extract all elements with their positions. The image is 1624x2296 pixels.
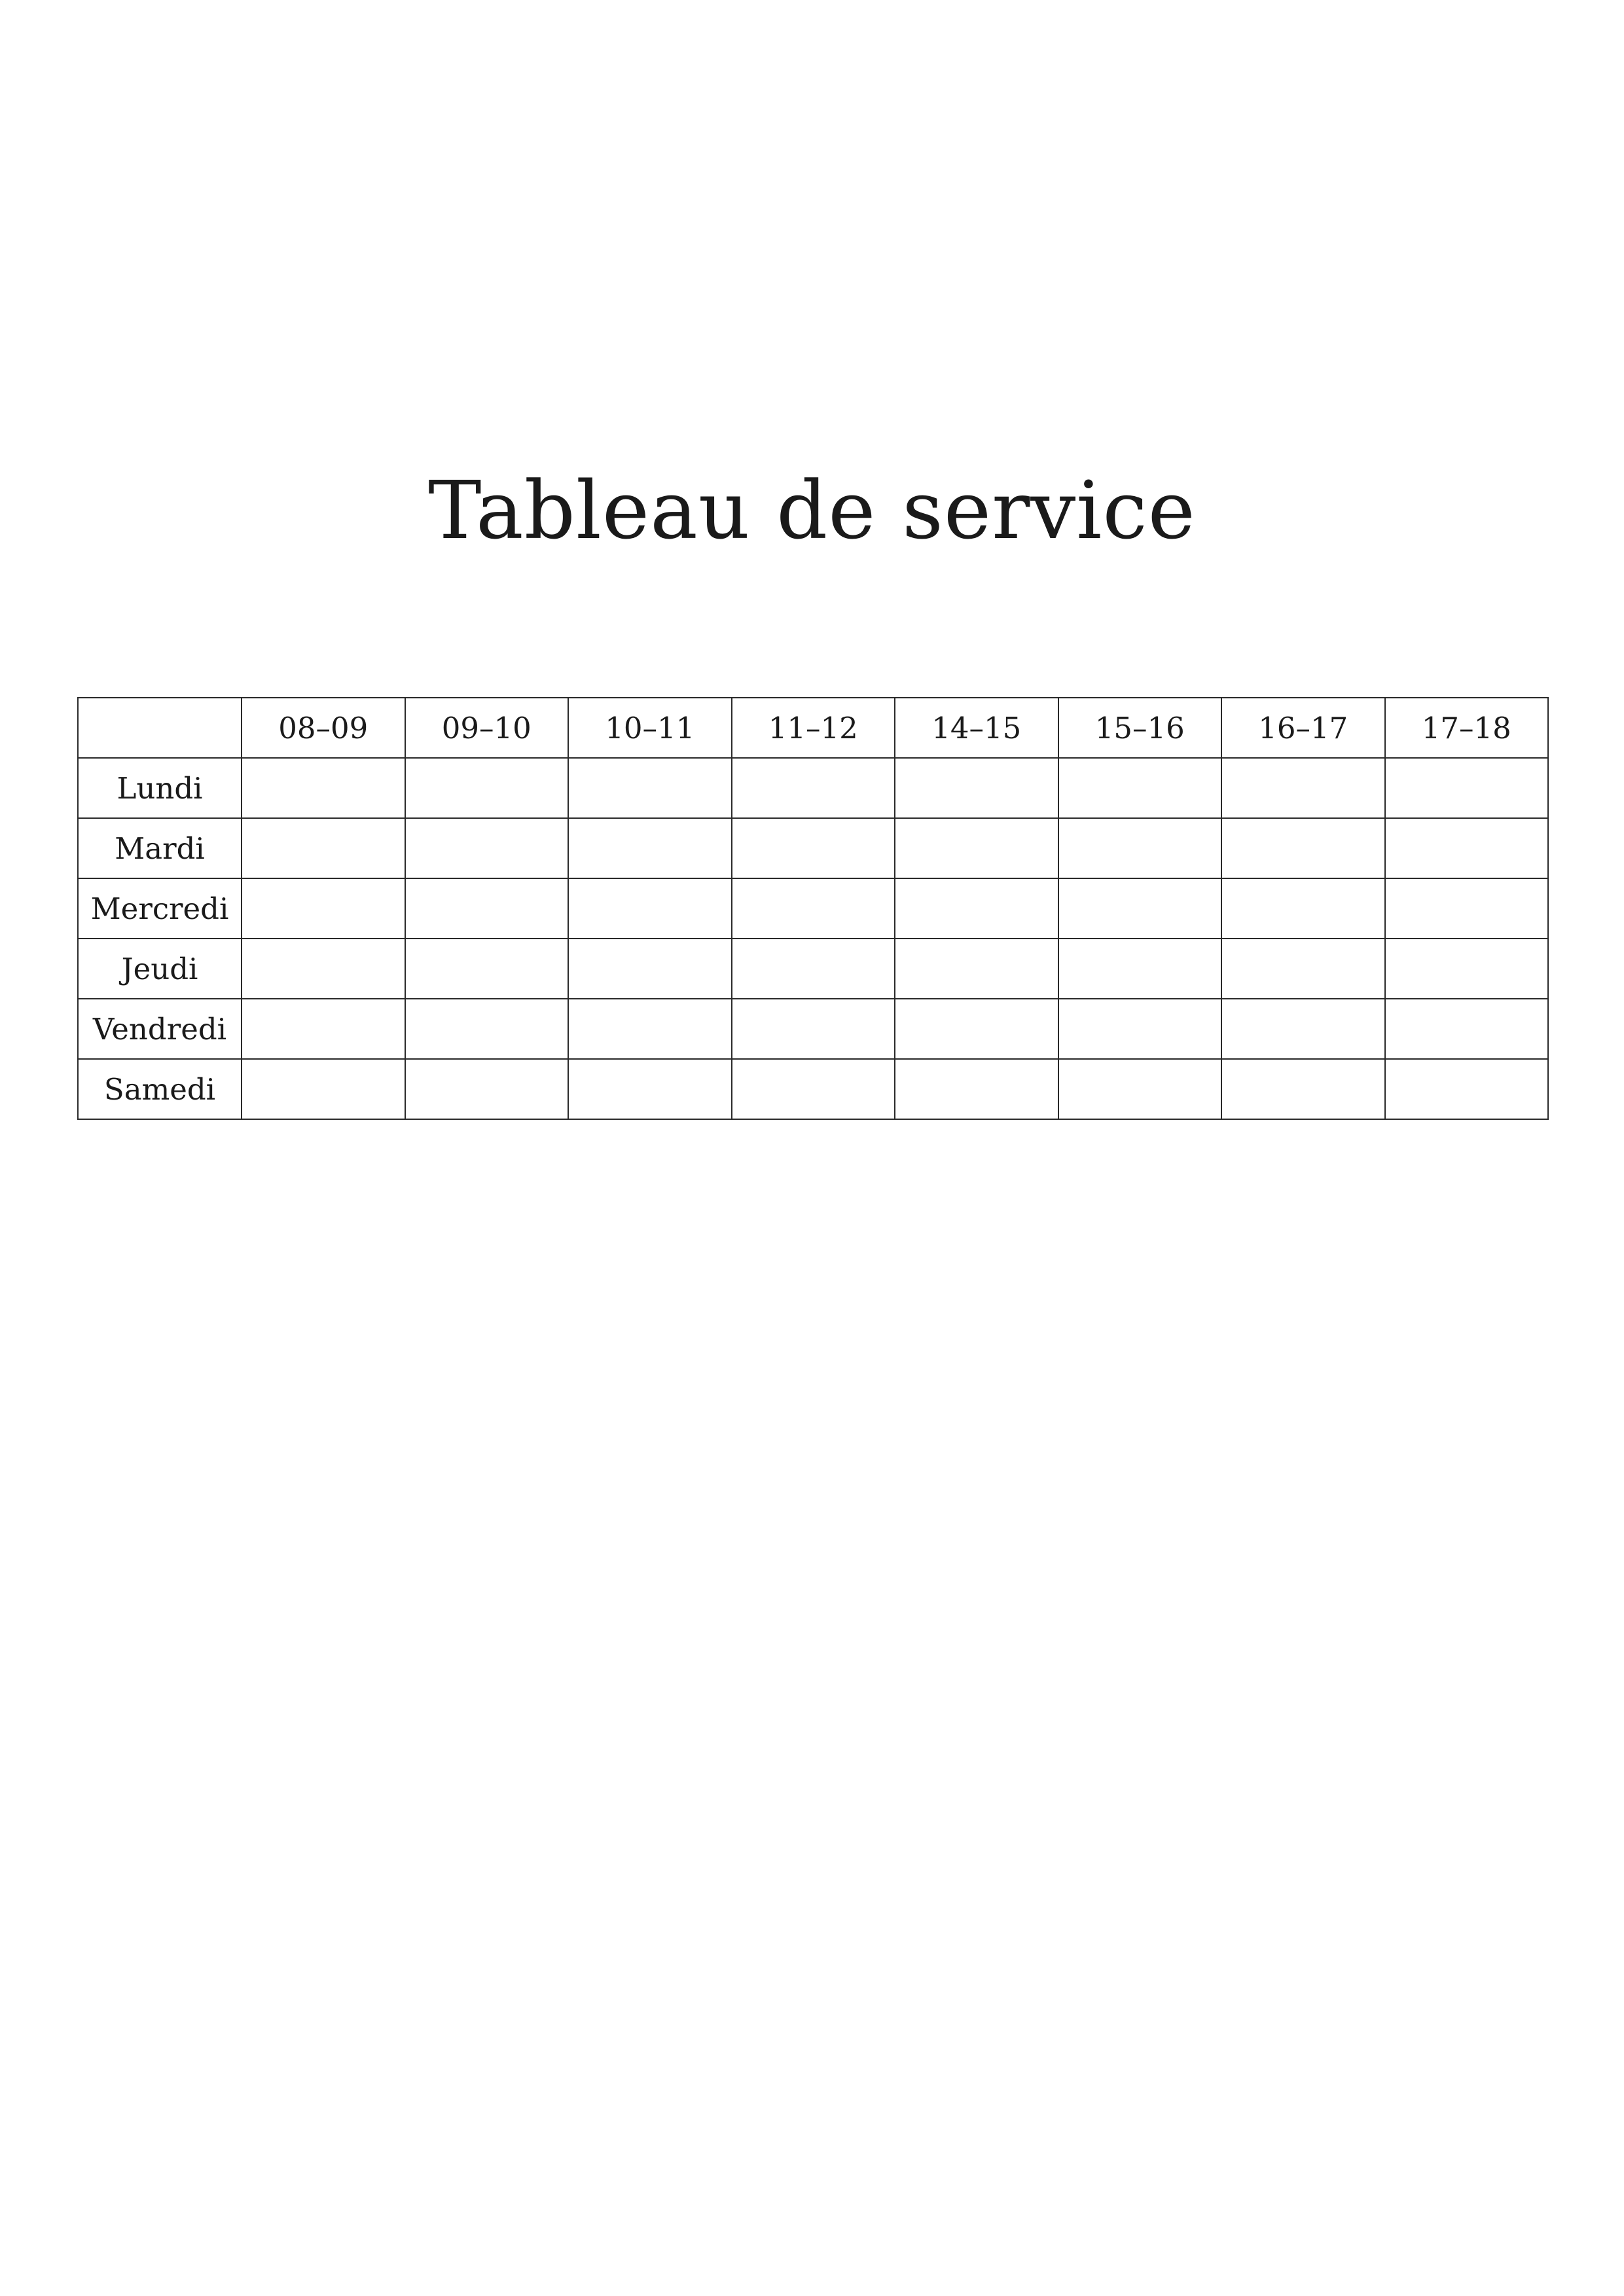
schedule-cell (1058, 758, 1222, 818)
day-row (78, 758, 1548, 818)
time-slot-header: 10–11 (568, 698, 732, 758)
schedule-cell (895, 818, 1058, 878)
schedule-cell (405, 758, 569, 818)
schedule-cell (895, 999, 1058, 1059)
day-row (78, 1059, 1548, 1119)
schedule-cell (568, 758, 732, 818)
schedule-cell (1385, 818, 1549, 878)
schedule-cell (1385, 999, 1549, 1059)
day-row (78, 818, 1548, 878)
day-label: Jeudi (78, 939, 242, 999)
corner-cell (78, 698, 242, 758)
schedule-cell (895, 758, 1058, 818)
schedule-cell (1221, 758, 1385, 818)
day-row (78, 999, 1548, 1059)
schedule-cell (732, 878, 895, 939)
schedule-cell (405, 1059, 569, 1119)
header-row (78, 698, 1548, 758)
schedule-cell (895, 1059, 1058, 1119)
day-label: Mardi (78, 818, 242, 878)
schedule-cell (242, 818, 405, 878)
schedule-cell (242, 878, 405, 939)
schedule-cell (1058, 878, 1222, 939)
schedule-cell (1221, 999, 1385, 1059)
schedule-cell (242, 1059, 405, 1119)
schedule-cell (242, 939, 405, 999)
schedule-cell (568, 939, 732, 999)
time-slot-header: 09–10 (405, 698, 569, 758)
time-slot-header: 16–17 (1221, 698, 1385, 758)
time-slot-header: 14–15 (895, 698, 1058, 758)
day-label: Samedi (78, 1059, 242, 1119)
schedule-cell (732, 818, 895, 878)
schedule-cell (1058, 939, 1222, 999)
schedule-cell (568, 1059, 732, 1119)
schedule-cell (1221, 939, 1385, 999)
schedule-cell (1058, 999, 1222, 1059)
schedule-cell (732, 939, 895, 999)
time-slot-header: 17–18 (1385, 698, 1549, 758)
time-slot-header: 08–09 (242, 698, 405, 758)
schedule-cell (242, 999, 405, 1059)
schedule-table (77, 697, 1549, 1120)
schedule-cell (405, 878, 569, 939)
day-row (78, 939, 1548, 999)
schedule-cell (405, 818, 569, 878)
schedule-cell (405, 999, 569, 1059)
schedule-cell (895, 939, 1058, 999)
schedule-cell (1058, 818, 1222, 878)
schedule-cell (732, 758, 895, 818)
schedule-cell (568, 878, 732, 939)
schedule-cell (1385, 758, 1549, 818)
schedule-cell (1385, 1059, 1549, 1119)
time-slot-header: 11–12 (732, 698, 895, 758)
schedule-cell (242, 758, 405, 818)
schedule-cell (568, 999, 732, 1059)
time-slot-header: 15–16 (1058, 698, 1222, 758)
schedule-cell (732, 999, 895, 1059)
day-label: Mercredi (78, 878, 242, 939)
day-label: Lundi (78, 758, 242, 818)
schedule-cell (1221, 818, 1385, 878)
day-row (78, 878, 1548, 939)
schedule-cell (1385, 939, 1549, 999)
schedule-cell (405, 939, 569, 999)
schedule-cell (732, 1059, 895, 1119)
page-title: Tableau de service (428, 464, 1196, 557)
schedule-cell (568, 818, 732, 878)
schedule-cell (1058, 1059, 1222, 1119)
schedule-cell (1221, 878, 1385, 939)
schedule-cell (1385, 878, 1549, 939)
schedule-cell (1221, 1059, 1385, 1119)
day-label: Vendredi (78, 999, 242, 1059)
schedule-cell (895, 878, 1058, 939)
